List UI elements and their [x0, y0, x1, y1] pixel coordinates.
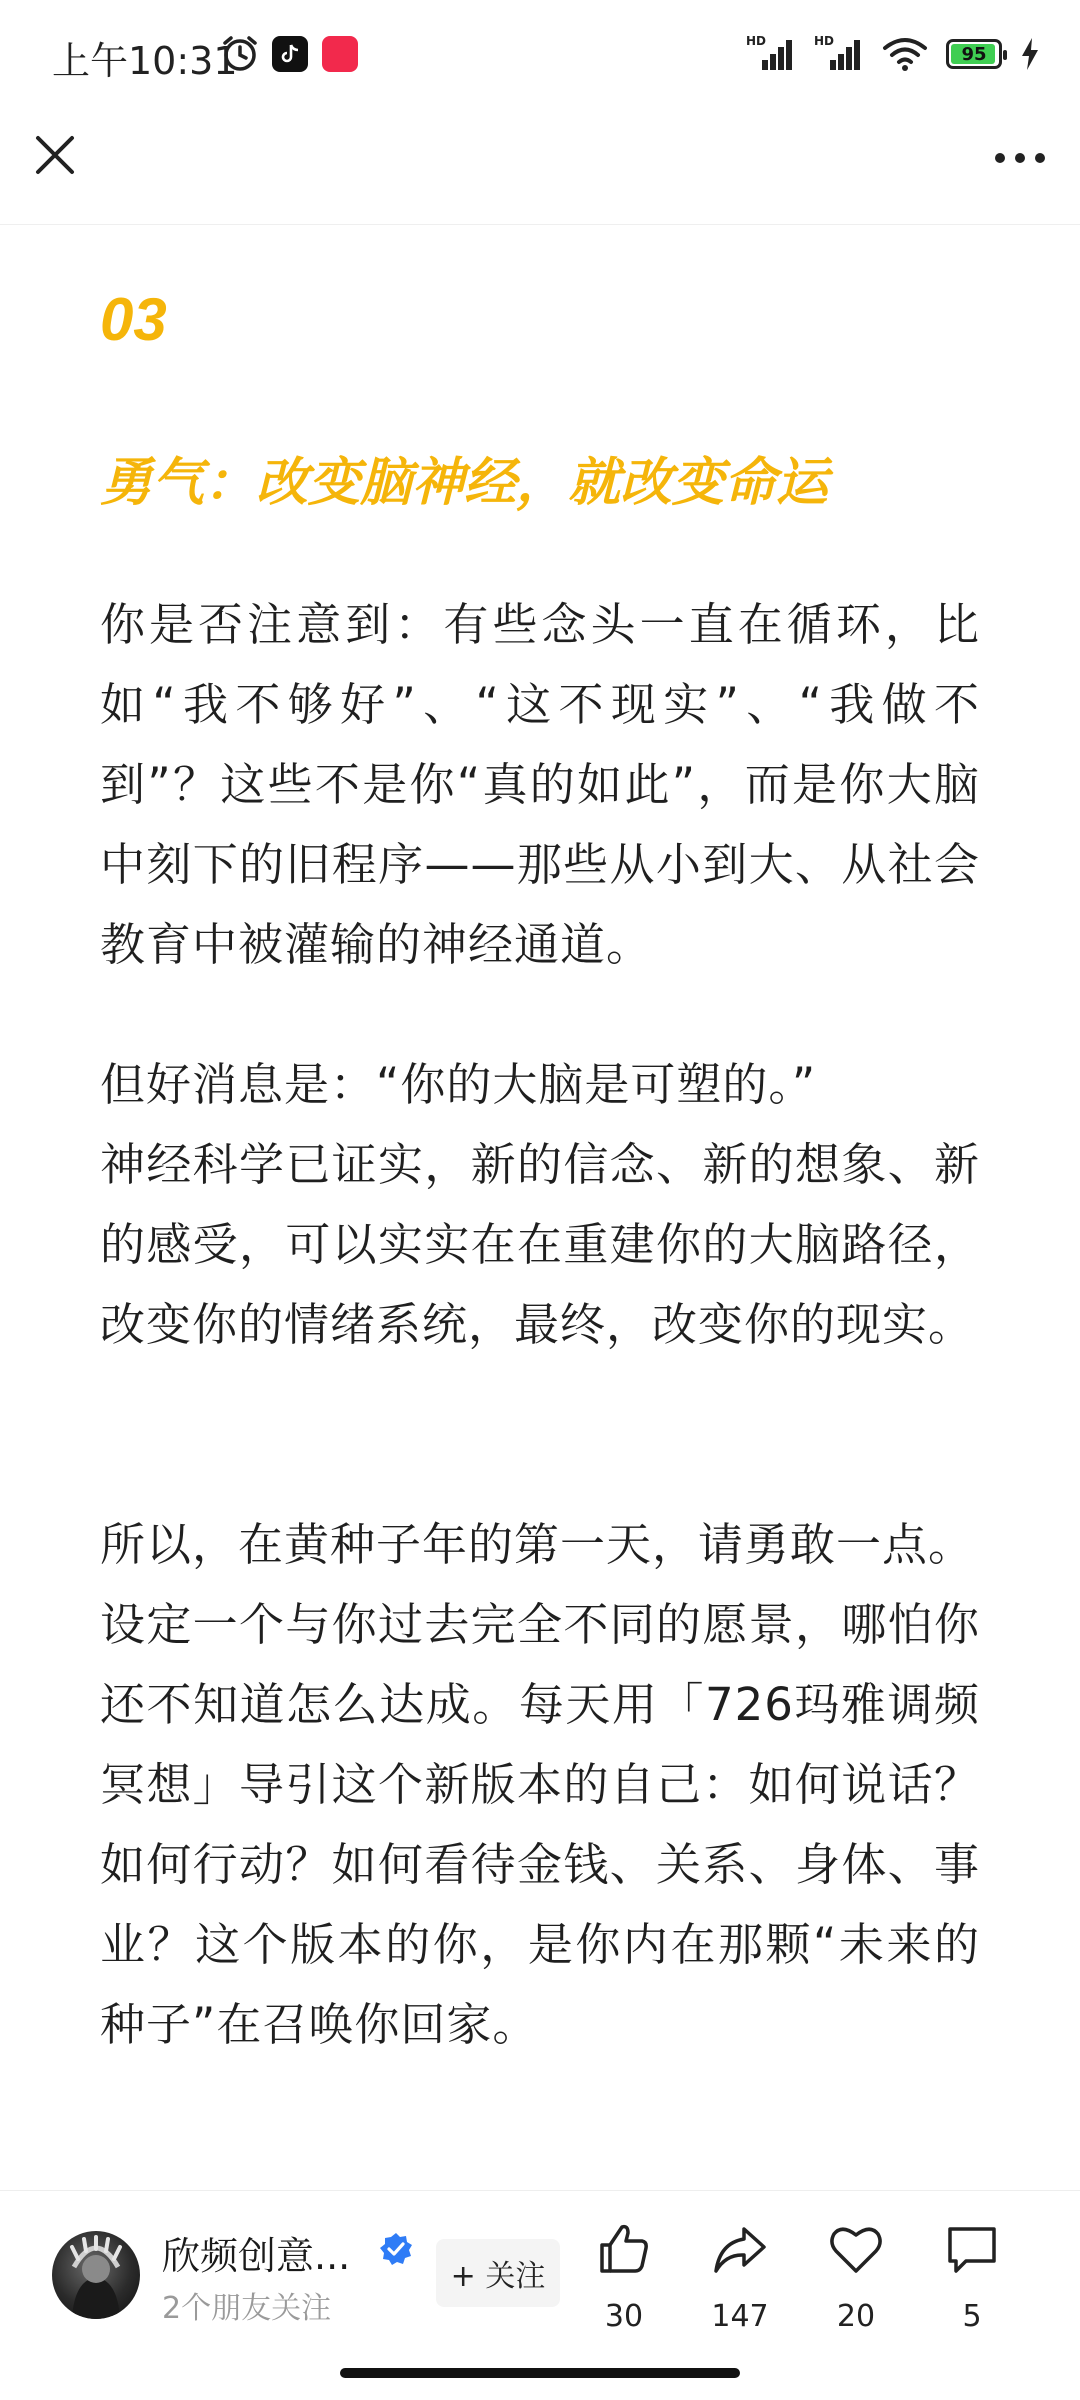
article-paragraph: 但好消息是：“你的大脑是可塑的。” 神经科学已证实，新的信念、新的想象、新的感受，可以实实在在重建你的大脑路径，改变你的情绪系统，最终，改变你的现实。: [100, 1058, 980, 1351]
favorite-button[interactable]: [806, 2221, 906, 2351]
toutiao-notification-icon: [322, 36, 358, 72]
thumbs-up-icon: [596, 2221, 652, 2277]
battery-icon: [946, 39, 1002, 69]
friends-following-count: 2个朋友关注: [162, 2291, 332, 2326]
close-icon[interactable]: [30, 130, 80, 180]
heart-icon: [828, 2221, 884, 2277]
signal-hd-label: HD: [746, 34, 767, 48]
verified-badge-icon: [378, 2231, 414, 2267]
signal-hd-label-2: HD: [814, 34, 835, 48]
signal-icon-2: [814, 34, 864, 74]
section-number: 03: [100, 286, 167, 353]
alarm-icon: [220, 34, 260, 74]
more-dots-icon[interactable]: [990, 138, 1050, 178]
tiktok-notification-icon: [272, 36, 308, 72]
like-count: 30: [604, 2299, 644, 2334]
wifi-icon: [882, 35, 928, 73]
status-bar: [0, 0, 1080, 110]
article-paragraph: 你是否注意到：有些念头一直在循环，比如“我不够好”、“这不现实”、“我做不到”？这些不是你“真的如此”，而是你大脑中刻下的旧程序——那些从小到大、从社会教育中被灌输的神经通道。: [100, 598, 980, 971]
comment-button[interactable]: [922, 2221, 1022, 2351]
status-time: 上午10:31: [52, 39, 238, 83]
share-count: 147: [711, 2299, 769, 2334]
home-indicator[interactable]: [340, 2368, 740, 2378]
author-avatar[interactable]: [52, 2231, 140, 2319]
signal-icon: [746, 34, 796, 74]
share-button[interactable]: [690, 2221, 790, 2351]
like-button[interactable]: [574, 2221, 674, 2351]
section-title: 勇气：改变脑神经，就改变命运: [100, 453, 829, 513]
top-nav-bar: [0, 110, 1080, 225]
charging-icon: [1020, 37, 1040, 71]
comment-count: 5: [962, 2299, 982, 2334]
favorite-count: 20: [836, 2299, 876, 2334]
follow-button[interactable]: + 关注: [436, 2239, 560, 2307]
battery-level: 95: [961, 43, 987, 65]
article-paragraph: 所以，在黄种子年的第一天，请勇敢一点。 设定一个与你过去完全不同的愿景，哪怕你还不知道怎么达成。每天用「726玛雅调频冥想」导引这个新版本的自己：如何说话？如何行动？如何看待金钱、关系、身体、事业？这个版本的你，是你内在那颗“未来的种子”在召唤你回家。: [100, 1518, 980, 2051]
comment-bubble-icon: [944, 2221, 1000, 2277]
author-name[interactable]: 欣频创意...: [162, 2234, 351, 2278]
share-arrow-icon: [712, 2221, 768, 2277]
